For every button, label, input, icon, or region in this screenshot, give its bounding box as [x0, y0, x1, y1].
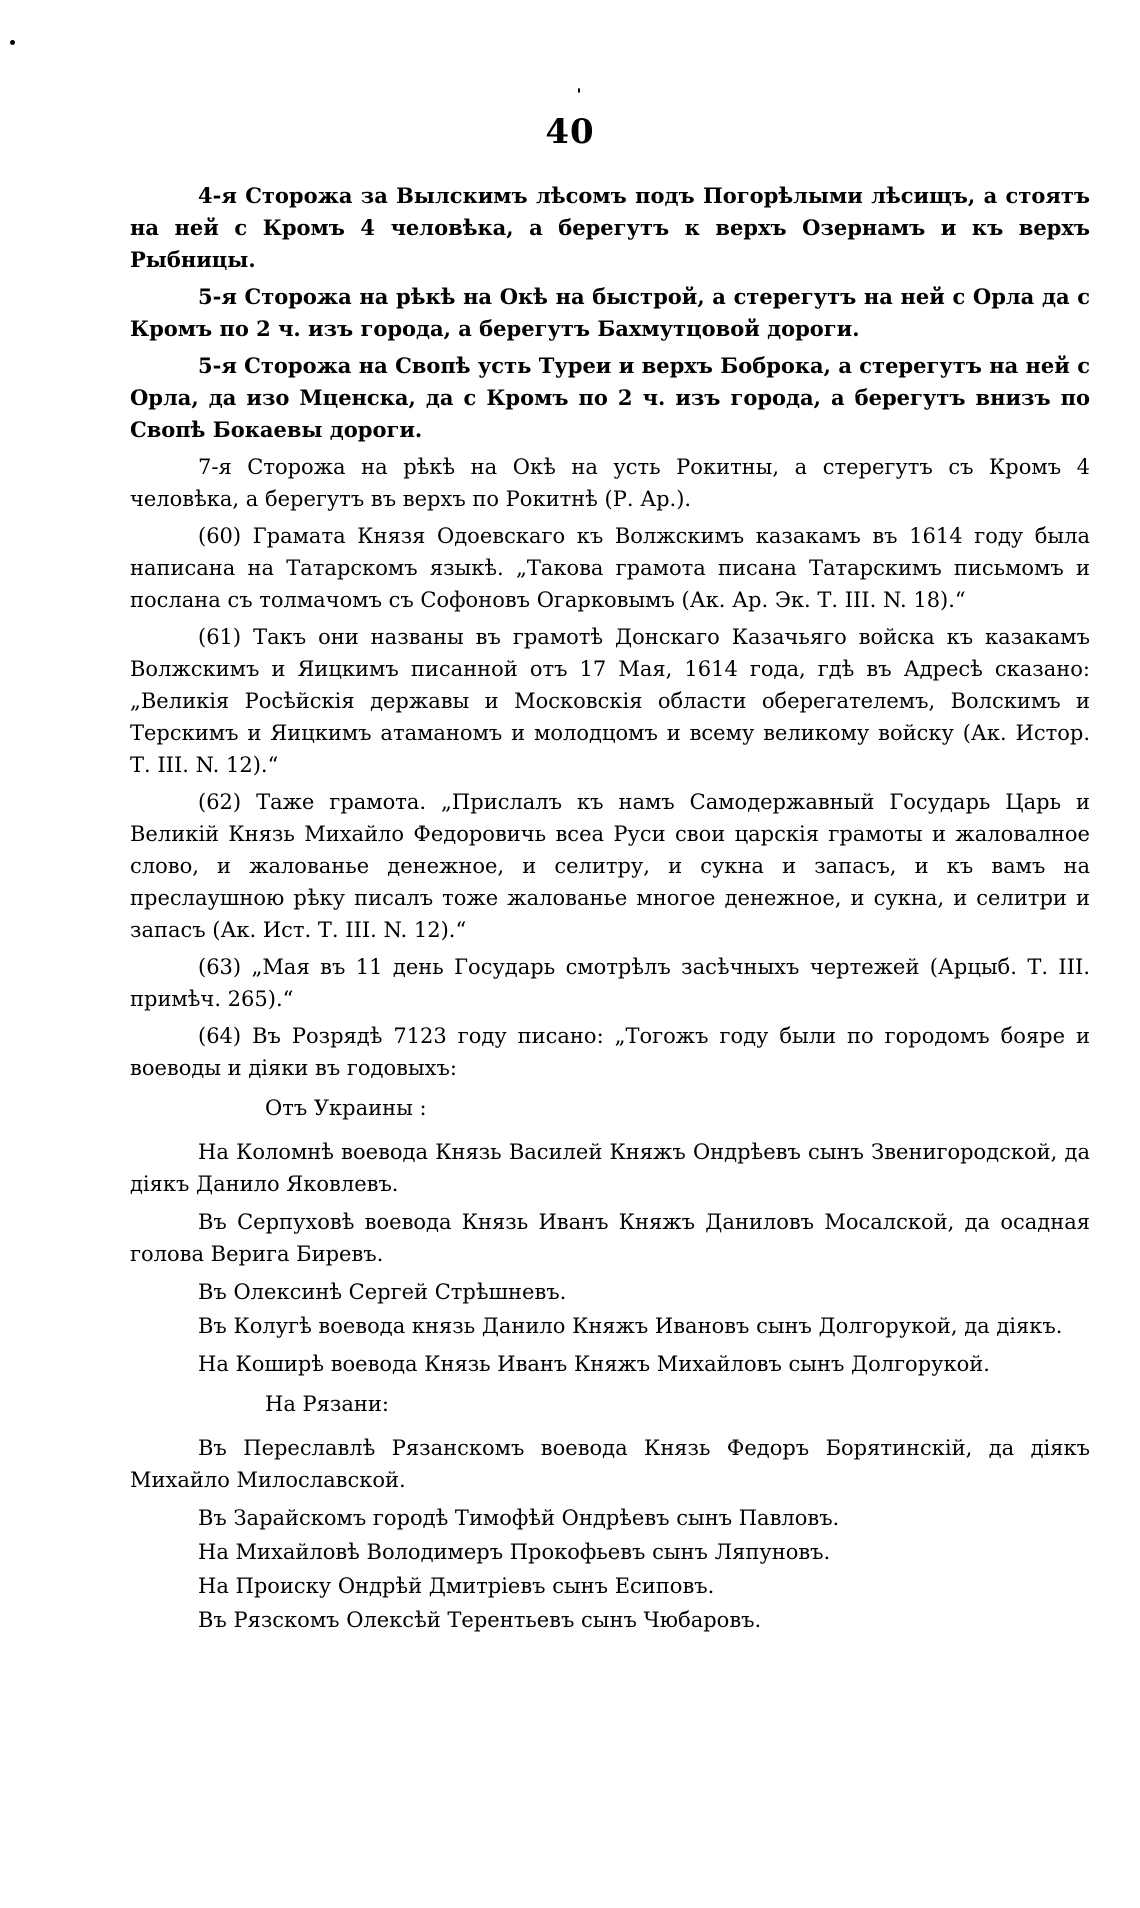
list-item: Въ Серпуховѣ воевода Князь Иванъ Княжъ Даниловъ Мосалской, да осадная голова Верига Биревъ. — [130, 1210, 1090, 1266]
footnote-63: (63) „Мая въ 11 день Государь смотрѣлъ засѣчныхъ чертежей (Арцыб. Т. III. примѣч. 265).“ — [130, 955, 1090, 1011]
footnote-61: (61) Такъ они названы въ грамотѣ Донскаго Казачьяго войска къ казакамъ Волжскимъ и Яицкимъ писанной отъ 17 Мая, 1614 года, гдѣ въ Адресѣ сказано: „Великія Росѣйскія державы и Московскія области оберегателемъ, Волскимъ и Терскимъ и Яицкимъ атаманомъ и молодцомъ и всему великому войску (Ак. Истор. Т. III. N. 12).“ — [130, 625, 1090, 777]
page-number: 40 — [545, 112, 595, 152]
section-heading-ryazan: На Рязани: — [265, 1392, 389, 1416]
footnote-64: (64) Въ Розрядѣ 7123 году писано: „Тогожъ году были по городомъ бояре и воеводы и діяки въ годовыхъ: — [130, 1024, 1090, 1080]
paragraph-storozha-7: 7-я Сторожа на рѣкѣ на Окѣ на усть Рокитны, а стерегутъ съ Кромъ 4 человѣка, а берегутъ въ верхъ по Рокитнѣ (Р. Ар.). — [130, 455, 1090, 511]
list-item: Въ Олексинѣ Сергей Стрѣшневъ. — [198, 1280, 567, 1304]
section-heading-ukraine: Отъ Украины : — [265, 1096, 427, 1120]
list-item: На Происку Ондрѣй Дмитріевъ сынъ Есиповъ. — [198, 1574, 715, 1598]
list-item: На Коломнѣ воевода Князь Василей Княжъ Ондрѣевъ сынъ Звенигородской, да діякъ Данило Яковлевъ. — [130, 1140, 1090, 1196]
ink-speck — [578, 88, 580, 93]
list-item: На Коширѣ воевода Князь Иванъ Княжъ Михайловъ сынъ Долгорукой. — [198, 1352, 990, 1376]
ink-speck — [10, 40, 15, 45]
list-item: Въ Колугѣ воевода князь Данило Княжъ Ивановъ сынъ Долгорукой, да діякъ. — [198, 1314, 1063, 1338]
list-item: Въ Зарайскомъ городѣ Тимофѣй Ондрѣевъ сынъ Павловъ. — [198, 1506, 840, 1530]
footnote-60: (60) Грамата Князя Одоевскаго къ Волжскимъ казакамъ въ 1614 году была написана на Татарскомъ языкѣ. „Такова грамота писана Татарскимъ письмомъ и послана съ толмачомъ съ Софоновъ Огарковымъ (Ак. Ар. Эк. Т. III. N. 18).“ — [130, 524, 1090, 612]
paragraph-storozha-5b: 5-я Сторожа на Свопѣ усть Туреи и верхъ Боброка, а стерегутъ на ней с Орла, да изо Мценска, да с Кромъ по 2 ч. изъ города, а берегутъ внизъ по Свопѣ Бокаевы дороги. — [130, 353, 1090, 442]
document-body — [130, 180, 1090, 1638]
list-item: Въ Переславлѣ Рязанскомъ воевода Князь Федоръ Борятинскій, да діякъ Михайло Милославской. — [130, 1436, 1090, 1492]
list-item: На Михайловѣ Володимеръ Прокофьевъ сынъ Ляпуновъ. — [198, 1540, 831, 1564]
paragraph-storozha-5a: 5-я Сторожа на рѣкѣ на Окѣ на быстрой, а стерегутъ на ней с Орла да с Кромъ по 2 ч. изъ города, а берегутъ Бахмутцовой дороги. — [130, 284, 1090, 341]
footnote-62: (62) Таже грамота. „Прислалъ къ намъ Самодержавный Государь Царь и Великій Князь Михайло Федоровичь всеа Руси свои царскія грамоты и жаловалное слово, и жалованье денежное, и селитру, и сукна и запасъ, и къ вамъ на преслаушною рѣку писалъ тоже жалованье многое денежное, и сукна, и селитри и запасъ (Ак. Ист. Т. III. N. 12).“ — [130, 790, 1090, 942]
paragraph-storozha-4: 4-я Сторожа за Вылскимъ лѣсомъ подъ Погорѣлыми лѣсищъ, а стоятъ на ней с Кромъ 4 человѣка, а берегутъ к верхъ Озернамъ и къ верхъ Рыбницы. — [130, 183, 1090, 272]
list-item: Въ Рязскомъ Олексѣй Терентьевъ сынъ Чюбаровъ. — [198, 1608, 762, 1632]
